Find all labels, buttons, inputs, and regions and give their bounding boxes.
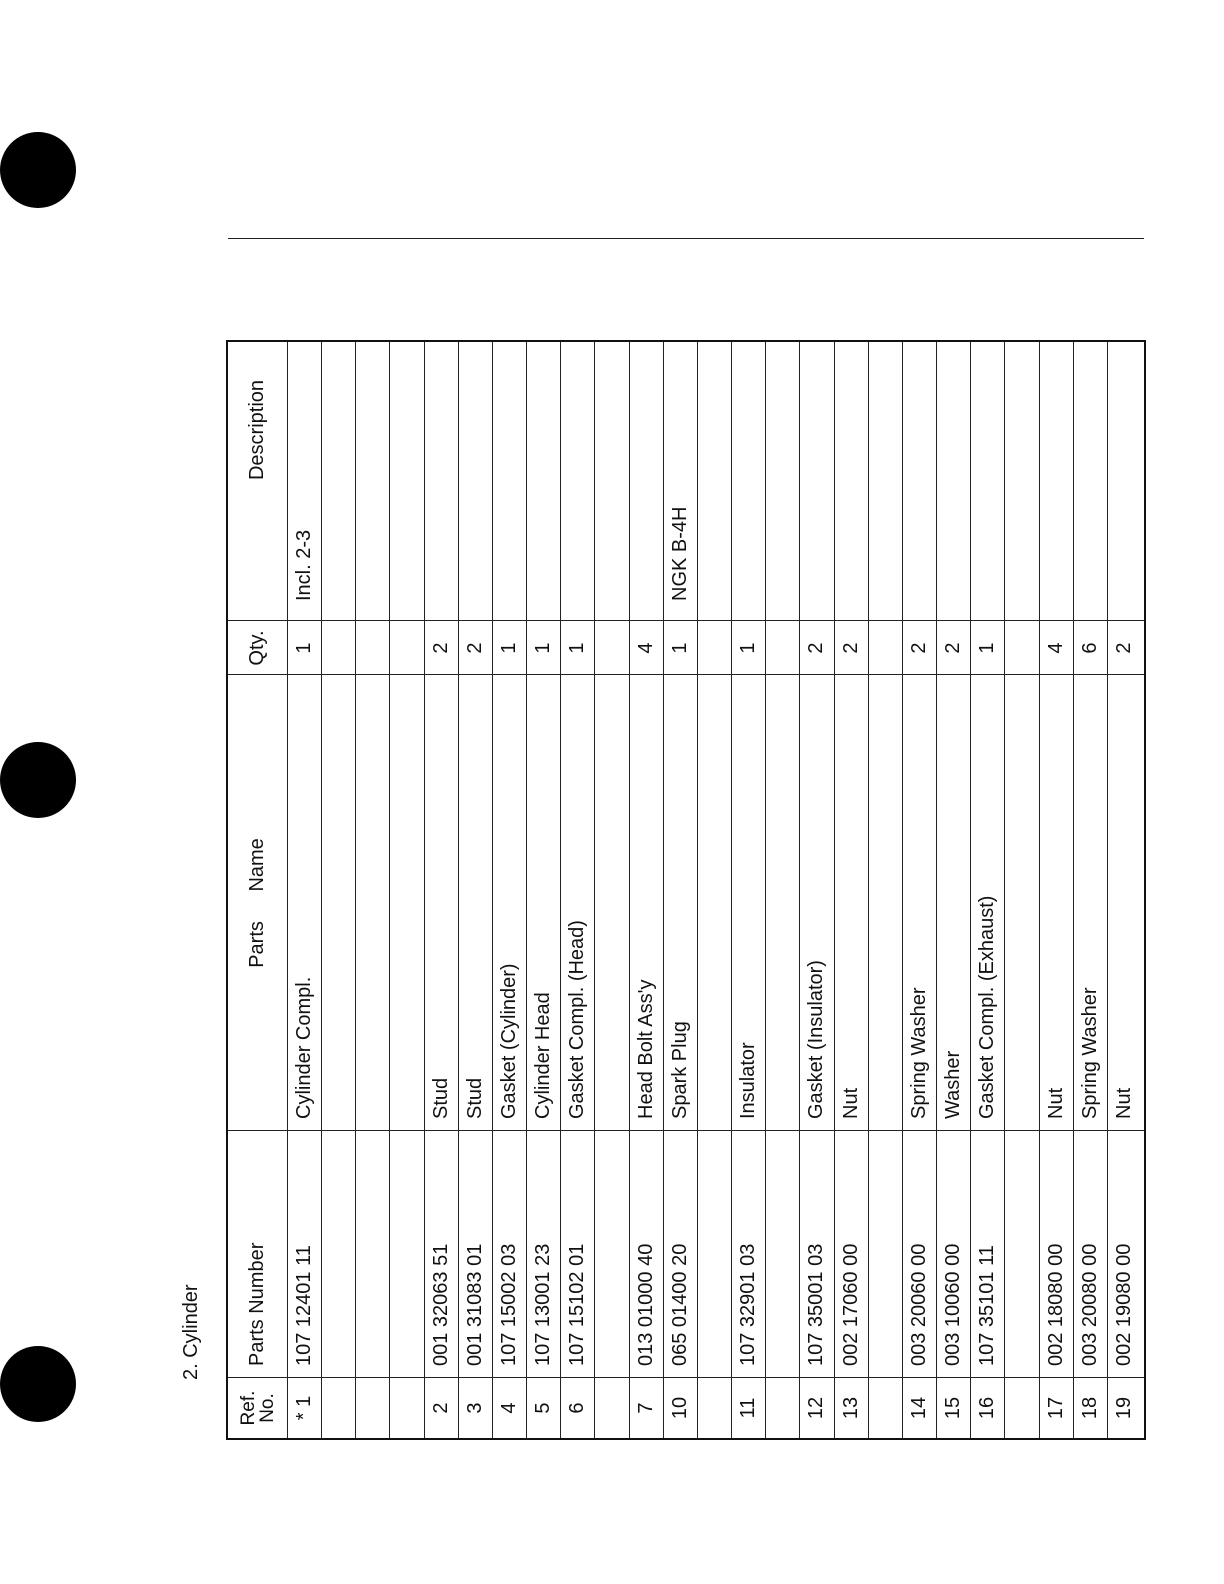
description-cell <box>937 239 970 621</box>
parts-name-cell: Nut <box>1113 1087 1136 1119</box>
table-row <box>595 342 629 1438</box>
ref-no-cell: 6 <box>566 1402 589 1414</box>
parts-number-cell: 107 15002 03 <box>498 1243 521 1366</box>
parts-number-cell <box>869 1131 902 1378</box>
header-parts-name: Parts Name <box>246 838 268 968</box>
parts-name-cell: Stud <box>429 1077 452 1119</box>
binder-hole-bottom <box>0 1346 76 1422</box>
description-cell <box>903 239 936 621</box>
qty-cell: 6 <box>1078 642 1101 654</box>
parts-number-cell: 002 18080 00 <box>1044 1243 1067 1366</box>
qty-cell: 4 <box>1044 642 1067 654</box>
description-cell <box>971 239 1004 621</box>
table-row <box>971 342 1005 1438</box>
parts-number-cell: 107 12401 11 <box>293 1245 316 1366</box>
parts-name-cell: Insulator <box>737 1042 760 1119</box>
table-row <box>800 342 834 1438</box>
qty-cell: 1 <box>668 642 691 654</box>
ref-no-cell <box>595 1378 628 1438</box>
parts-name-cell: Cylinder Head <box>532 992 555 1119</box>
description-cell <box>425 239 458 621</box>
ref-no-cell: 19 <box>1113 1396 1136 1420</box>
qty-cell: 1 <box>532 642 555 654</box>
ref-no-cell <box>356 1378 389 1438</box>
column-divider <box>228 1377 1144 1378</box>
header-description: Description <box>246 379 268 481</box>
description-cell: Incl. 2-3 <box>293 529 316 601</box>
table-row <box>561 342 595 1438</box>
table-row <box>356 342 390 1438</box>
table-row <box>527 342 561 1438</box>
parts-name-cell: Gasket Compl. (Exhaust) <box>976 895 999 1119</box>
qty-cell: 1 <box>293 642 316 654</box>
table-row <box>698 342 732 1438</box>
ref-no-cell: 16 <box>976 1396 999 1420</box>
header-ref-line1: Ref. <box>237 1390 259 1426</box>
description-cell <box>1040 239 1073 621</box>
parts-number-cell <box>698 1131 731 1378</box>
table-header-row <box>228 342 288 1438</box>
description-cell <box>1074 239 1107 621</box>
parts-number-cell: 001 32063 51 <box>429 1243 452 1366</box>
ref-no-cell: 2 <box>429 1402 452 1414</box>
parts-number-cell <box>766 1131 799 1378</box>
table-row <box>322 342 356 1438</box>
description-cell: NGK B-4H <box>668 506 691 601</box>
ref-no-cell: 15 <box>942 1396 965 1420</box>
parts-name-cell <box>869 675 902 1131</box>
parts-number-cell: 002 17060 00 <box>839 1243 862 1366</box>
qty-cell: 1 <box>566 642 589 654</box>
parts-number-cell: 001 31083 01 <box>463 1243 486 1366</box>
parts-name-cell: Washer <box>942 1050 965 1119</box>
header-ref-line2: No. <box>256 1393 278 1423</box>
column-divider <box>228 1130 1144 1131</box>
table-row <box>425 342 459 1438</box>
parts-number-cell <box>322 1131 355 1378</box>
description-cell <box>1005 239 1038 621</box>
ref-no-cell: 13 <box>839 1396 862 1420</box>
qty-cell: 2 <box>805 642 828 654</box>
description-cell <box>630 239 663 621</box>
parts-number-cell <box>1005 1131 1038 1378</box>
ref-no-cell <box>869 1378 902 1438</box>
table-row <box>903 342 937 1438</box>
parts-name-cell: Spark Plug <box>668 1021 691 1119</box>
table-row <box>869 342 903 1438</box>
description-cell <box>561 239 594 621</box>
column-divider <box>228 674 1144 675</box>
qty-cell <box>1005 621 1038 675</box>
qty-cell: 4 <box>634 642 657 654</box>
ref-no-cell <box>698 1378 731 1438</box>
ref-no-cell: 7 <box>634 1402 657 1414</box>
description-cell <box>869 239 902 621</box>
parts-name-cell: Spring Washer <box>1078 987 1101 1119</box>
table-row <box>1040 342 1074 1438</box>
parts-name-cell: Stud <box>463 1077 486 1119</box>
ref-no-cell: 18 <box>1078 1396 1101 1420</box>
parts-name-cell <box>322 675 355 1131</box>
qty-cell <box>766 621 799 675</box>
parts-table <box>226 340 1146 1440</box>
ref-no-cell <box>390 1378 423 1438</box>
ref-no-cell: 3 <box>463 1402 486 1414</box>
qty-cell: 2 <box>942 642 965 654</box>
ref-no-cell: 14 <box>907 1396 930 1420</box>
qty-cell <box>698 621 731 675</box>
description-cell <box>800 239 833 621</box>
table-row <box>459 342 493 1438</box>
ref-no-cell <box>1005 1378 1038 1438</box>
column-divider <box>228 238 1144 239</box>
ref-no-cell: 10 <box>668 1396 691 1420</box>
parts-name-cell <box>698 675 731 1131</box>
parts-name-cell: Gasket (Insulator) <box>805 960 828 1119</box>
qty-cell: 1 <box>976 642 999 654</box>
table-row <box>835 342 869 1438</box>
description-cell <box>356 239 389 621</box>
table-row <box>493 342 527 1438</box>
qty-cell: 2 <box>429 642 452 654</box>
table-row <box>1108 342 1142 1438</box>
table-row <box>390 342 424 1438</box>
parts-name-cell: Gasket Compl. (Head) <box>566 920 589 1119</box>
parts-name-cell: Nut <box>839 1087 862 1119</box>
binder-hole-top <box>0 132 76 208</box>
parts-name-cell: Nut <box>1044 1087 1067 1119</box>
table-row <box>664 342 698 1438</box>
parts-number-cell: 003 20080 00 <box>1078 1243 1101 1366</box>
description-cell <box>1108 239 1142 621</box>
section-title: 2. Cylinder <box>180 1284 202 1380</box>
parts-name-cell <box>390 675 423 1131</box>
parts-name-cell: Head Bolt Ass'y <box>634 979 657 1119</box>
parts-name-cell: Spring Washer <box>907 987 930 1119</box>
ref-no-cell: 5 <box>532 1402 555 1414</box>
ref-no-cell: 12 <box>805 1396 828 1420</box>
qty-cell <box>595 621 628 675</box>
ref-no-cell: 4 <box>498 1402 521 1414</box>
table-row <box>630 342 664 1438</box>
ref-no-cell <box>322 1378 355 1438</box>
ref-no-cell <box>766 1378 799 1438</box>
parts-name-cell <box>766 675 799 1131</box>
ref-no-cell: * 1 <box>293 1395 316 1421</box>
parts-number-cell <box>356 1131 389 1378</box>
qty-cell: 2 <box>839 642 862 654</box>
description-cell <box>390 239 423 621</box>
description-cell <box>835 239 868 621</box>
qty-cell: 2 <box>907 642 930 654</box>
parts-number-cell <box>595 1131 628 1378</box>
description-cell <box>595 239 628 621</box>
table-row <box>937 342 971 1438</box>
table-row <box>1005 342 1039 1438</box>
ref-no-cell: 17 <box>1044 1396 1067 1420</box>
parts-number-cell: 065 01400 20 <box>668 1243 691 1366</box>
table-row <box>288 342 322 1438</box>
parts-number-cell: 107 13001 23 <box>532 1243 555 1366</box>
description-cell <box>766 239 799 621</box>
description-cell <box>732 239 765 621</box>
qty-cell: 1 <box>737 642 760 654</box>
table-row <box>766 342 800 1438</box>
parts-name-cell: Cylinder Compl. <box>293 976 316 1119</box>
qty-cell: 1 <box>498 642 521 654</box>
parts-number-cell: 002 19080 00 <box>1113 1243 1136 1366</box>
qty-cell <box>390 621 423 675</box>
qty-cell <box>322 621 355 675</box>
parts-name-cell <box>1005 675 1038 1131</box>
description-cell <box>698 239 731 621</box>
parts-number-cell: 003 20060 00 <box>907 1243 930 1366</box>
header-ref-no <box>228 1378 287 1438</box>
parts-number-cell: 107 35101 11 <box>976 1245 999 1366</box>
parts-name-cell <box>595 675 628 1131</box>
parts-number-cell: 003 10060 00 <box>942 1243 965 1366</box>
parts-number-cell: 013 01000 40 <box>634 1243 657 1366</box>
header-qty: Qty. <box>246 630 268 666</box>
qty-cell: 2 <box>1113 642 1136 654</box>
parts-number-cell: 107 15102 01 <box>566 1243 589 1366</box>
description-cell <box>459 239 492 621</box>
ref-no-cell: 11 <box>737 1397 760 1419</box>
table-row <box>732 342 766 1438</box>
table-row <box>1074 342 1108 1438</box>
binder-hole-middle <box>0 742 76 818</box>
qty-cell <box>356 621 389 675</box>
parts-number-cell: 107 32901 03 <box>737 1243 760 1366</box>
description-cell <box>322 239 355 621</box>
qty-cell <box>869 621 902 675</box>
description-cell <box>527 239 560 621</box>
parts-name-cell: Gasket (Cylinder) <box>498 963 521 1119</box>
column-divider <box>228 620 1144 621</box>
qty-cell: 2 <box>463 642 486 654</box>
parts-name-cell <box>356 675 389 1131</box>
header-parts-number: Parts Number <box>246 1242 268 1366</box>
parts-number-cell: 107 35001 03 <box>805 1243 828 1366</box>
parts-number-cell <box>390 1131 423 1378</box>
description-cell <box>493 239 526 621</box>
